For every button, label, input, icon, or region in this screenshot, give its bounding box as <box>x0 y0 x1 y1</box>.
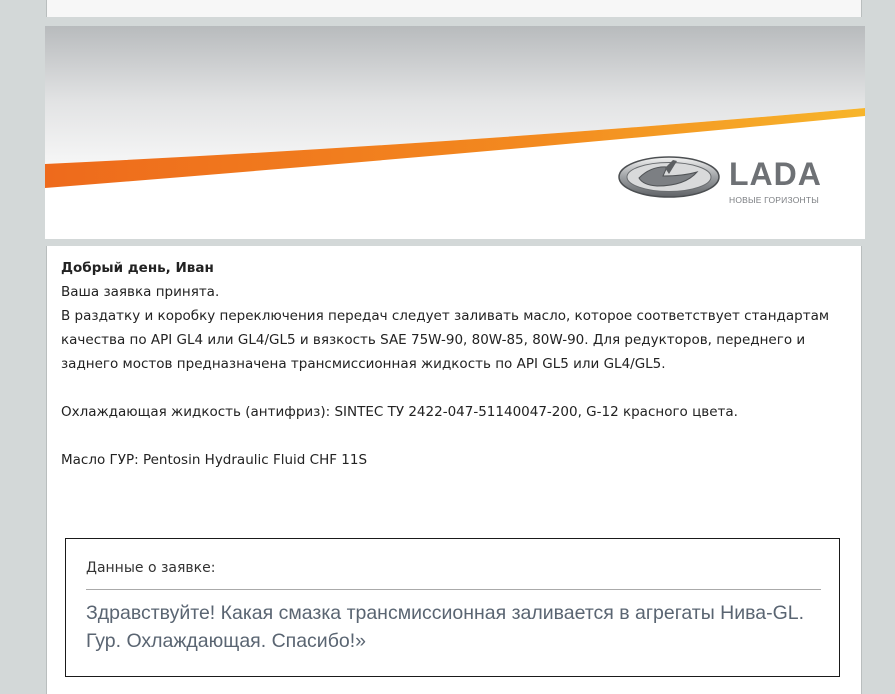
top-separator <box>46 17 864 26</box>
accepted-text: Ваша заявка принята. <box>61 284 220 300</box>
transmission-text: В раздатку и коробку переключения передач следует заливать масло, которое соответствует стандартам качества по API GL4 или GL4/GL5 и вязкость SAE 75W-90, 80W-85, 80W-90. Для редукторов, переднего и заднего мостов предназначена трансмиссионная жидкость по API GL5 или GL4/GL5. <box>61 308 830 372</box>
greeting: Добрый день, Иван <box>61 260 214 276</box>
power-steering-text: Масло ГУР: Pentosin Hydraulic Fluid CHF 11S <box>61 452 368 468</box>
banner-graphic <box>45 26 865 239</box>
request-label: Данные о заявке: <box>86 560 216 576</box>
top-strip <box>47 0 861 17</box>
request-divider <box>86 589 821 590</box>
brand-tagline: НОВЫЕ ГОРИЗОНТЫ <box>729 195 819 205</box>
brand-name: LADA <box>729 156 822 192</box>
message-body <box>61 256 851 472</box>
lada-boat-logo-icon <box>619 157 719 197</box>
coolant-text: Охлаждающая жидкость (антифриз): SINTEC ТУ 2422-047-51140047-200, G-12 красного цвета. <box>61 404 738 420</box>
request-text: Здравствуйте! Какая смазка трансмиссионная заливается в агрегаты Нива-GL. Гур. Охлаждающая. Спасибо!» <box>86 602 805 652</box>
lada-banner <box>45 26 865 239</box>
request-details-box <box>65 538 840 677</box>
banner-separator <box>46 239 864 246</box>
email-container <box>46 0 862 694</box>
